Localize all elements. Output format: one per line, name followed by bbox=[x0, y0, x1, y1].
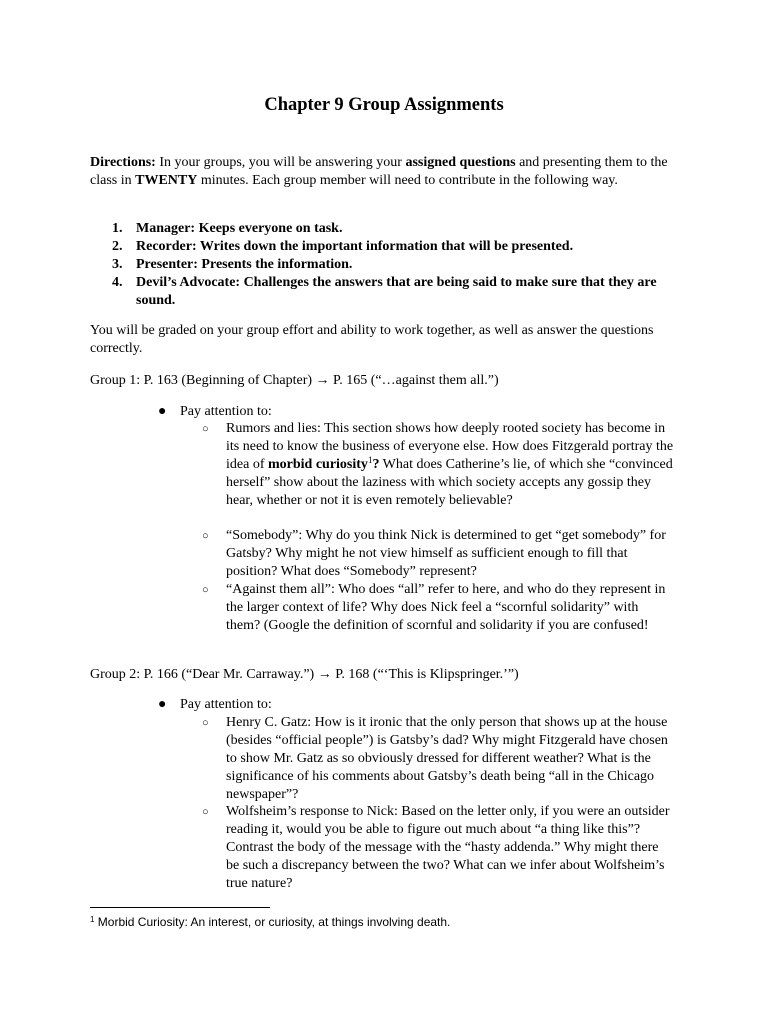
role-number: 1. bbox=[112, 221, 123, 236]
roles-list bbox=[112, 220, 692, 310]
item-text-part: What does Catherine’s lie, of which she “convinced herself” show about the laziness with which society accepts any gossip they hear, whether or not it is even remotely believable? bbox=[226, 457, 673, 508]
footnote-marker: 1 bbox=[90, 915, 95, 924]
role-number: 3. bbox=[112, 257, 123, 272]
directions-emphasis: assigned questions bbox=[405, 155, 516, 170]
item-text: “Somebody”: Why do you think Nick is determined to get “get somebody” for Gatsby? Why might he not view himself as sufficient enough to fill that position? What does “Somebody” represent? bbox=[226, 528, 666, 579]
footnote-ref: 1 bbox=[367, 455, 373, 465]
grading-paragraph: You will be graded on your group effort and ability to work together, as well as answer the questions correctly. bbox=[90, 323, 654, 356]
footnote-divider bbox=[90, 907, 270, 908]
role-item bbox=[112, 238, 692, 256]
item-emphasis: morbid curiosity bbox=[267, 457, 368, 472]
directions-paragraph bbox=[90, 154, 680, 190]
role-text: Devil’s Advocate: Challenges the answers that are being said to make sure that they are sound. bbox=[136, 275, 657, 308]
item-text bbox=[226, 420, 674, 510]
role-text: Manager: Keeps everyone on task. bbox=[136, 221, 343, 236]
footnote bbox=[90, 915, 690, 930]
item-text: Wolfsheim’s response to Nick: Based on the letter only, if you were an outsider reading it, would you be able to figure out much about “a thing like this”? Contrast the body of the message with the “hasty addenda.” Why might there be such a discrepancy between the two? What can we infer about Wolfsheim’s true nature? bbox=[226, 804, 670, 891]
group-2-heading: Group 2: P. 166 (“Dear Mr. Carraway.”) → P. 168 (“‘This is Klipspringer.’”) bbox=[90, 667, 519, 682]
footnote-text: Morbid Curiosity: An interest, or curiosity, at things involving death. bbox=[94, 915, 451, 929]
circle-bullet-icon: ○ bbox=[202, 584, 209, 596]
directions-text: and presenting them to the class in bbox=[90, 155, 668, 188]
directions-text: In your groups, you will be answering your bbox=[155, 155, 406, 170]
circle-bullet-icon: ○ bbox=[202, 806, 209, 818]
role-number: 4. bbox=[112, 275, 123, 290]
role-text: Recorder: Writes down the important information that will be presented. bbox=[136, 239, 574, 254]
directions-text: minutes. Each group member will need to contribute in the following way. bbox=[197, 173, 618, 188]
item-emphasis: ? bbox=[372, 457, 380, 472]
bullet-icon: ● bbox=[158, 697, 167, 712]
role-item bbox=[112, 256, 692, 274]
page-title: Chapter 9 Group Assignments bbox=[264, 95, 504, 115]
circle-bullet-icon: ○ bbox=[202, 530, 209, 542]
item-text: “Against them all”: Who does “all” refer to here, and who do they represent in the larger context of life? Why does Nick feel a “scornful solidarity” with them? (Google the definition of scornful and solidarity if you are confused! bbox=[226, 582, 666, 633]
item-text: Henry C. Gatz: How is it ironic that the only person that shows up at the house (besides “official people”) is Gatsby’s dad? Why might Fitzgerald have chosen to show Mr. Gatz as so obviously dressed for different weather? What is the significance of his comments about Gatsby’s death being “all in the Chicago newspaper”? bbox=[226, 715, 668, 802]
directions-emphasis: TWENTY bbox=[135, 173, 198, 188]
role-item bbox=[112, 274, 692, 310]
circle-bullet-icon: ○ bbox=[202, 423, 209, 435]
role-item bbox=[112, 220, 692, 238]
role-number: 2. bbox=[112, 239, 123, 254]
bullet-text: Pay attention to: bbox=[180, 697, 272, 712]
item-text-part: Rumors and lies: This section shows how deeply rooted society has become in its need to know the business of everyone else. How does Fitzgerald portray the idea of bbox=[226, 421, 674, 472]
role-text: Presenter: Presents the information. bbox=[136, 257, 353, 272]
bullet-icon: ● bbox=[158, 404, 167, 419]
circle-bullet-icon: ○ bbox=[202, 717, 209, 729]
group-1-heading: Group 1: P. 163 (Beginning of Chapter) → P. 165 (“…against them all.”) bbox=[90, 373, 499, 388]
bullet-text: Pay attention to: bbox=[180, 404, 272, 419]
directions-label: Directions: bbox=[90, 155, 156, 170]
